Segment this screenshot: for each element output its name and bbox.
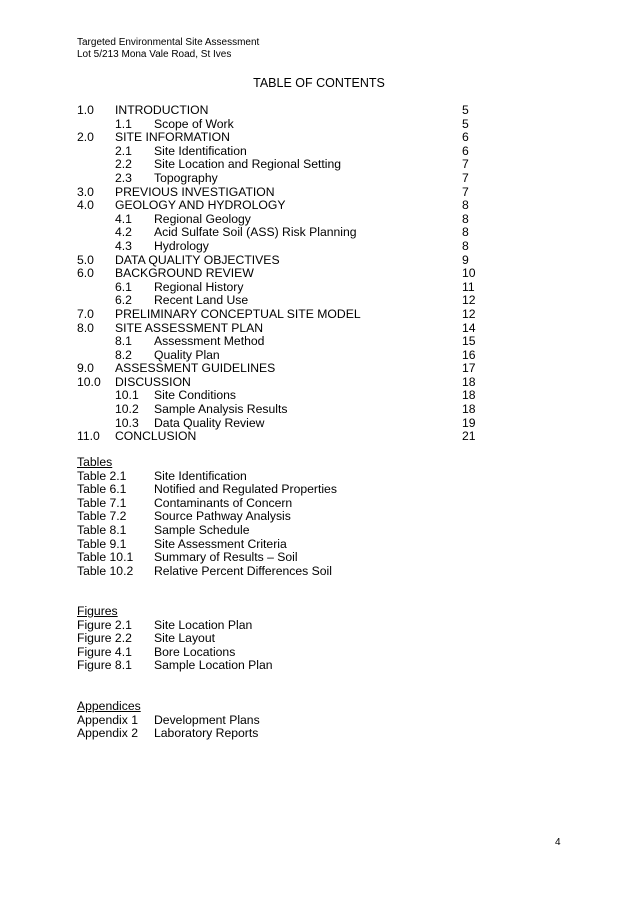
toc-page: 18 (462, 374, 476, 389)
toc-subsection-row (77, 281, 477, 295)
toc-subsection-row (77, 294, 477, 308)
figures-items (77, 617, 273, 673)
figure-entry-description: Site Layout (154, 631, 215, 646)
toc-title: Data Quality Review (154, 415, 265, 430)
table-entry-description: Notified and Regulated Properties (154, 482, 337, 497)
toc-title: PRELIMINARY CONCEPTUAL SITE MODEL (115, 306, 361, 321)
toc-section-row (77, 430, 477, 444)
toc-title: Regional Geology (154, 211, 251, 226)
toc-num: 4.1 (115, 211, 132, 226)
appendix-entry (77, 726, 259, 741)
toc-page: 21 (462, 429, 476, 444)
toc-num: 4.0 (77, 198, 94, 213)
toc-section-row (77, 199, 477, 213)
table-entry-description: Source Pathway Analysis (154, 509, 291, 524)
table-entry-label: Table 10.1 (77, 550, 134, 565)
appendix-entry-label: Appendix 2 (77, 726, 138, 741)
appendices-heading: Appendices (77, 699, 141, 713)
toc-subsection-row (77, 403, 477, 417)
toc-title: SITE INFORMATION (115, 130, 230, 145)
figures-list (77, 604, 273, 673)
toc-subsection-row (77, 389, 477, 403)
header-address: Lot 5/213 Mona Vale Road, St Ives (77, 49, 232, 60)
toc-title: Sample Analysis Results (154, 402, 288, 417)
toc-section-row (77, 104, 477, 118)
toc-subsection-row (77, 349, 477, 363)
figure-entry (77, 644, 236, 660)
table-entry-description: Sample Schedule (154, 522, 250, 537)
toc-page: 15 (462, 334, 476, 349)
figure-entry-description: Bore Locations (154, 644, 236, 659)
toc-num: 10.2 (115, 402, 139, 417)
toc-subsection-row (77, 158, 477, 172)
toc-page: 8 (462, 225, 469, 240)
table-entry-label: Table 6.1 (77, 482, 127, 497)
toc-section-row (77, 186, 477, 200)
table-of-contents (77, 104, 477, 444)
toc-page: 9 (462, 252, 469, 267)
toc-page: 18 (462, 388, 476, 403)
toc-title: GEOLOGY AND HYDROLOGY (115, 198, 286, 213)
toc-num: 2.0 (77, 130, 94, 145)
toc-num: 1.0 (77, 103, 94, 117)
table-entry-label: Table 7.1 (77, 495, 127, 510)
toc-title: Assessment Method (154, 334, 265, 349)
toc-title-text: TABLE OF CONTENTS (253, 76, 385, 90)
toc-subsection-row (77, 335, 477, 349)
figure-entry-label: Figure 2.2 (77, 631, 132, 646)
toc-num: 6.1 (115, 279, 132, 294)
toc-page: 19 (462, 415, 476, 430)
document-header (77, 37, 259, 61)
toc-page: 11 (462, 279, 475, 294)
toc-section-row (77, 376, 477, 390)
toc-title: Hydrology (154, 238, 209, 253)
toc-title: ASSESSMENT GUIDELINES (115, 361, 276, 376)
toc-title: DATA QUALITY OBJECTIVES (115, 252, 280, 267)
table-entry-label: Table 9.1 (77, 536, 127, 551)
appendices-items (77, 712, 260, 741)
table-entry (77, 482, 337, 497)
table-entry-label: Table 2.1 (77, 468, 127, 483)
toc-page: 8 (462, 238, 469, 253)
figure-entry-description: Site Location Plan (154, 617, 253, 632)
toc-title: DISCUSSION (115, 374, 191, 389)
toc-section-row (77, 131, 477, 145)
table-entry (77, 536, 287, 552)
table-entry (77, 509, 291, 524)
toc-title: Acid Sulfate Soil (ASS) Risk Planning (154, 225, 357, 240)
table-entry (77, 522, 250, 538)
toc-page: 7 (462, 184, 469, 199)
toc-title: SITE ASSESSMENT PLAN (115, 320, 264, 335)
toc-page: 17 (462, 361, 476, 376)
toc-subsection-row (77, 226, 477, 240)
toc-subsection-row (77, 240, 477, 254)
toc-title: Quality Plan (154, 347, 220, 362)
toc-title: Site Location and Regional Setting (154, 157, 342, 172)
toc-page: 5 (462, 116, 469, 131)
table-entry (77, 563, 332, 579)
figure-entry-description: Sample Location Plan (154, 658, 273, 673)
toc-num: 7.0 (77, 306, 94, 321)
header-title: Targeted Environmental Site Assessment (77, 37, 260, 48)
table-entry-description: Site Assessment Criteria (154, 536, 287, 551)
toc-title: CONCLUSION (115, 429, 197, 444)
toc-title: Site Conditions (154, 388, 236, 403)
toc-page: 14 (462, 320, 476, 335)
table-entry-description: Site Identification (154, 468, 247, 483)
table-entry (77, 550, 298, 565)
table-entry-description: Relative Percent Differences Soil (154, 563, 332, 578)
toc-subsection-row (77, 417, 477, 431)
toc-section-row (77, 267, 477, 281)
toc-title: Site Identification (154, 143, 247, 158)
toc-subsection-row (77, 213, 477, 227)
toc-page: 7 (462, 157, 469, 172)
table-entry-description: Contaminants of Concern (154, 495, 293, 510)
toc-num: 10.3 (115, 415, 139, 430)
toc-num: 10.0 (77, 374, 101, 389)
toc-page: 7 (462, 170, 469, 185)
toc-title: Regional History (154, 279, 244, 294)
tables-list (77, 455, 337, 578)
toc-num: 2.1 (115, 143, 132, 158)
toc-page: 10 (462, 266, 476, 281)
toc-title: PREVIOUS INVESTIGATION (115, 184, 275, 199)
appendix-entry-description: Laboratory Reports (154, 726, 259, 741)
table-entry-description: Summary of Results – Soil (154, 550, 298, 565)
table-entry (77, 495, 293, 511)
toc-section-row (77, 362, 477, 376)
figure-entry-label: Figure 8.1 (77, 658, 132, 673)
toc-num: 10.1 (115, 388, 139, 403)
toc-num: 1.1 (115, 116, 132, 131)
table-entry (77, 468, 247, 484)
toc-title: Scope of Work (154, 116, 234, 131)
toc-num: 11.0 (77, 429, 100, 444)
toc-num: 8.0 (77, 320, 94, 335)
toc-title: BACKGROUND REVIEW (115, 266, 254, 281)
tables-items (77, 468, 337, 579)
toc-title: Recent Land Use (154, 293, 249, 308)
table-entry-label: Table 7.2 (77, 509, 127, 524)
figure-entry-label: Figure 2.1 (77, 617, 132, 632)
appendix-entry (77, 712, 260, 728)
toc-num: 2.2 (115, 157, 132, 172)
toc-num: 3.0 (77, 184, 94, 199)
toc-title (0, 76, 638, 91)
toc-section-row (77, 254, 477, 268)
table-entry-label: Table 8.1 (77, 522, 127, 537)
toc-subsection-row (77, 118, 477, 132)
figure-entry-label: Figure 4.1 (77, 644, 132, 659)
toc-page: 8 (462, 211, 469, 226)
toc-num: 6.2 (115, 293, 132, 308)
table-entry-label: Table 10.2 (77, 563, 134, 578)
figure-entry (77, 631, 215, 646)
toc-num: 9.0 (77, 361, 94, 376)
toc-section-row (77, 308, 477, 322)
toc-page: 6 (462, 143, 469, 158)
figures-heading: Figures (77, 604, 118, 618)
toc-page: 5 (462, 103, 469, 117)
toc-page: 18 (462, 402, 476, 417)
toc-section-row (77, 322, 477, 336)
toc-page: 6 (462, 130, 469, 145)
appendix-entry-description: Development Plans (154, 712, 260, 727)
toc-title: Topography (154, 170, 218, 185)
toc-num: 4.3 (115, 238, 132, 253)
toc-subsection-row (77, 172, 477, 186)
appendix-entry-label: Appendix 1 (77, 712, 138, 727)
toc-page: 8 (462, 198, 469, 213)
toc-num: 6.0 (77, 266, 94, 281)
toc-num: 4.2 (115, 225, 132, 240)
toc-num: 8.1 (115, 334, 132, 349)
toc-title: INTRODUCTION (115, 103, 209, 117)
toc-page: 12 (462, 306, 476, 321)
appendices-list (77, 699, 260, 741)
toc-num: 2.3 (115, 170, 132, 185)
toc-page: 12 (462, 293, 476, 308)
toc-page: 16 (462, 347, 476, 362)
figure-entry (77, 617, 253, 633)
toc-num: 8.2 (115, 347, 132, 362)
toc-num: 5.0 (77, 252, 94, 267)
tables-heading: Tables (77, 455, 113, 469)
toc-subsection-row (77, 145, 477, 159)
figure-entry (77, 658, 273, 673)
page-number: 4 (555, 837, 561, 848)
